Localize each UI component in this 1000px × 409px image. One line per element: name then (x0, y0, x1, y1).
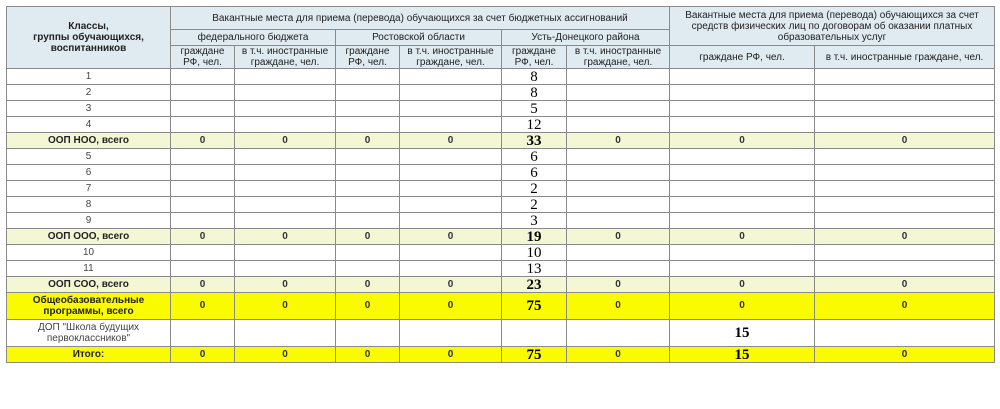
table-row (7, 69, 995, 85)
table-cell: 0 (567, 229, 670, 245)
table-row (7, 165, 995, 181)
table-cell (567, 245, 670, 261)
row-label: 3 (7, 101, 171, 117)
table-cell (567, 320, 670, 347)
table-cell (567, 117, 670, 133)
table-cell (400, 181, 502, 197)
table-cell (567, 181, 670, 197)
table-cell (400, 149, 502, 165)
table-cell (336, 245, 400, 261)
table-cell (815, 197, 995, 213)
table-cell: 0 (815, 133, 995, 149)
table-cell (670, 181, 815, 197)
row-label: 5 (7, 149, 171, 165)
table-cell: 0 (400, 133, 502, 149)
table-cell (171, 197, 235, 213)
table-cell (567, 101, 670, 117)
table-row (7, 245, 995, 261)
paid-header: Вакантные места для приема (перевода) обучающихся за счет средств физических лиц по договорам об оказании платных образовательных услуг (670, 7, 995, 46)
table-cell: 0 (567, 347, 670, 363)
table-cell (670, 245, 815, 261)
table-cell: 0 (171, 347, 235, 363)
table-cell: 0 (815, 277, 995, 293)
table-row (7, 213, 995, 229)
table-cell (171, 101, 235, 117)
table-cell (235, 85, 336, 101)
table-cell: 2 (502, 197, 567, 213)
table-cell (670, 85, 815, 101)
table-cell (670, 197, 815, 213)
table-cell (567, 197, 670, 213)
table-cell (815, 213, 995, 229)
table-cell (171, 261, 235, 277)
local-header: Усть-Донецкого района (502, 30, 670, 46)
table-cell (567, 165, 670, 181)
table-cell (815, 261, 995, 277)
table-cell: 0 (171, 277, 235, 293)
budget-header: Вакантные места для приема (перевода) обучающихся за счет бюджетных ассигнований (171, 7, 670, 30)
row-label: Общеобазовательные программы, всего (7, 293, 171, 320)
table-cell (171, 85, 235, 101)
table-cell: 0 (235, 293, 336, 320)
row-label: 9 (7, 213, 171, 229)
table-body (7, 69, 995, 363)
table-cell: 0 (235, 277, 336, 293)
table-cell: 8 (502, 85, 567, 101)
table-cell (336, 165, 400, 181)
table-cell (336, 320, 400, 347)
table-cell: 0 (400, 277, 502, 293)
table-cell: 2 (502, 181, 567, 197)
table-cell: 0 (400, 347, 502, 363)
table-cell: 8 (502, 69, 567, 85)
table-cell: 0 (400, 229, 502, 245)
table-cell (171, 149, 235, 165)
table-cell: 3 (502, 213, 567, 229)
table-cell (815, 69, 995, 85)
table-cell (400, 261, 502, 277)
table-row (7, 347, 995, 363)
table-cell: 15 (670, 347, 815, 363)
table-cell: 0 (670, 229, 815, 245)
table-cell (567, 261, 670, 277)
table-cell (502, 320, 567, 347)
table-cell (235, 101, 336, 117)
row-label: ООП СОО, всего (7, 277, 171, 293)
table-cell (336, 181, 400, 197)
table-cell (815, 245, 995, 261)
row-label: 10 (7, 245, 171, 261)
regional-header: Ростовской области (336, 30, 502, 46)
table-cell (815, 85, 995, 101)
table-cell (235, 165, 336, 181)
table-cell (235, 197, 336, 213)
table-cell: 0 (670, 293, 815, 320)
table-cell (336, 69, 400, 85)
table-cell (400, 165, 502, 181)
table-cell (670, 261, 815, 277)
table-cell (171, 213, 235, 229)
table-cell (567, 213, 670, 229)
federal-foreign-header: в т.ч. иностранные граждане, чел. (235, 46, 336, 69)
table-row (7, 320, 995, 347)
table-cell (235, 69, 336, 85)
table-cell: 0 (567, 277, 670, 293)
table-cell (567, 69, 670, 85)
table-cell: 0 (171, 229, 235, 245)
table-row (7, 229, 995, 245)
row-label: 7 (7, 181, 171, 197)
table-row (7, 117, 995, 133)
table-cell (670, 117, 815, 133)
table-cell: 0 (235, 133, 336, 149)
table-cell: 6 (502, 165, 567, 181)
row-label: 2 (7, 85, 171, 101)
table-cell: 5 (502, 101, 567, 117)
table-cell: 33 (502, 133, 567, 149)
table-row (7, 149, 995, 165)
table-cell (235, 245, 336, 261)
table-row (7, 293, 995, 320)
table-cell: 0 (235, 229, 336, 245)
regional-citizens-header: граждане РФ, чел. (336, 46, 400, 69)
table-row (7, 101, 995, 117)
table-cell: 75 (502, 293, 567, 320)
table-cell (171, 69, 235, 85)
table-cell: 0 (336, 277, 400, 293)
table-cell (336, 261, 400, 277)
table-cell: 0 (567, 293, 670, 320)
row-label: 11 (7, 261, 171, 277)
table-cell: 0 (336, 293, 400, 320)
table-cell: 0 (336, 229, 400, 245)
table-cell (567, 149, 670, 165)
table-cell (815, 149, 995, 165)
table-cell (400, 85, 502, 101)
table-cell: 75 (502, 347, 567, 363)
table-cell (336, 149, 400, 165)
table-cell (171, 245, 235, 261)
federal-header: федерального бюджета (171, 30, 336, 46)
table-cell: 15 (670, 320, 815, 347)
table-cell: 0 (567, 133, 670, 149)
table-cell (235, 149, 336, 165)
table-cell: 0 (336, 133, 400, 149)
row-label: 6 (7, 165, 171, 181)
table-cell (400, 117, 502, 133)
table-cell (235, 261, 336, 277)
table-cell (400, 213, 502, 229)
table-cell (815, 165, 995, 181)
local-citizens-header: граждане РФ, чел. (502, 46, 567, 69)
table-row (7, 133, 995, 149)
table-cell: 0 (815, 293, 995, 320)
paid-citizens-header: граждане РФ, чел. (670, 46, 815, 69)
table-row (7, 261, 995, 277)
table-cell: 19 (502, 229, 567, 245)
table-cell: 12 (502, 117, 567, 133)
row-label: ООП ООО, всего (7, 229, 171, 245)
table-cell (670, 213, 815, 229)
table-cell (670, 149, 815, 165)
table-cell (815, 181, 995, 197)
local-foreign-header: в т.ч. иностранные граждане, чел. (567, 46, 670, 69)
table-row (7, 181, 995, 197)
table-cell (670, 69, 815, 85)
table-cell: 0 (400, 293, 502, 320)
table-row (7, 277, 995, 293)
table-cell (235, 181, 336, 197)
table-cell: 0 (171, 293, 235, 320)
table-cell (815, 320, 995, 347)
table-cell (336, 85, 400, 101)
row-label-header: Классы, группы обучающихся, воспитанников (7, 7, 171, 69)
table-cell (400, 69, 502, 85)
table-cell: 6 (502, 149, 567, 165)
row-label: 1 (7, 69, 171, 85)
table-cell: 0 (815, 347, 995, 363)
table-cell (171, 320, 235, 347)
table-cell (336, 117, 400, 133)
table-cell (815, 101, 995, 117)
table-cell (336, 213, 400, 229)
table-cell: 0 (670, 277, 815, 293)
table-cell (235, 117, 336, 133)
regional-foreign-header: в т.ч. иностранные граждане, чел. (400, 46, 502, 69)
table-cell (670, 165, 815, 181)
table-cell: 13 (502, 261, 567, 277)
vacancies-table (6, 6, 995, 363)
table-cell (567, 85, 670, 101)
row-label: 4 (7, 117, 171, 133)
table-cell (336, 101, 400, 117)
table-cell (400, 101, 502, 117)
table-cell (400, 245, 502, 261)
table-cell (400, 320, 502, 347)
table-cell (400, 197, 502, 213)
table-cell (336, 197, 400, 213)
table-cell (171, 165, 235, 181)
table-cell (815, 117, 995, 133)
table-cell (171, 117, 235, 133)
table-cell (670, 101, 815, 117)
table-cell (235, 320, 336, 347)
table-cell: 10 (502, 245, 567, 261)
table-cell: 0 (336, 347, 400, 363)
table-cell (235, 213, 336, 229)
table-cell: 23 (502, 277, 567, 293)
table-cell (171, 181, 235, 197)
table-row (7, 85, 995, 101)
table-cell: 0 (670, 133, 815, 149)
federal-citizens-header: граждане РФ, чел. (171, 46, 235, 69)
row-label: 8 (7, 197, 171, 213)
table-cell: 0 (815, 229, 995, 245)
table-row (7, 197, 995, 213)
row-label: ДОП "Школа будущих первоклассников" (7, 320, 171, 347)
paid-foreign-header: в т.ч. иностранные граждане, чел. (815, 46, 995, 69)
row-label: Итого: (7, 347, 171, 363)
table-cell: 0 (171, 133, 235, 149)
row-label: ООП НОО, всего (7, 133, 171, 149)
table-cell: 0 (235, 347, 336, 363)
